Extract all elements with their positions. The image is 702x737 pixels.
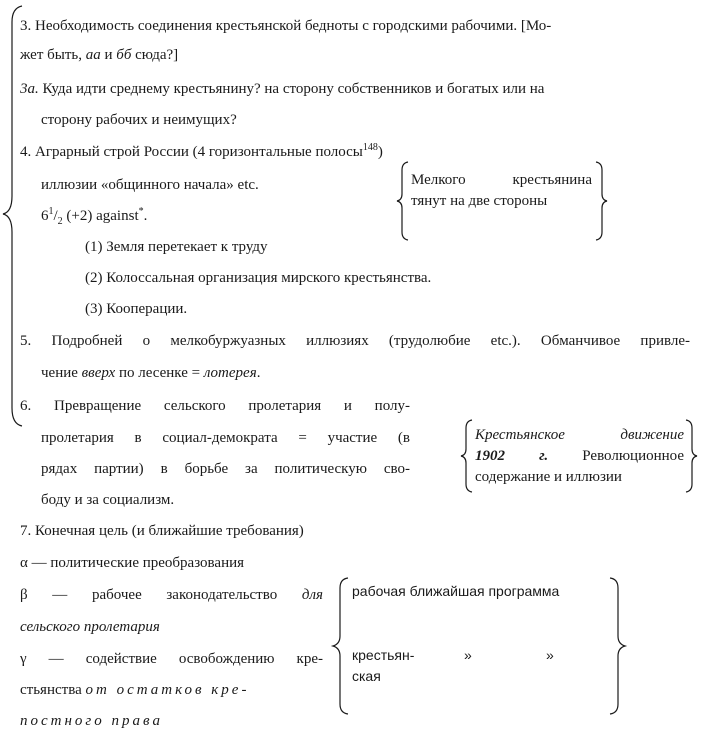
note1-right-brace [594,160,608,242]
item7-gamma-line1: γ — содействие освобождению кре- [20,651,323,667]
program-line2: крестьян- [352,647,415,663]
item7-line1: 7. Конечная цель (и ближайшие требования) [20,523,304,539]
item3-line1: 3. Необходимость соединения крестьянской бедноты с городскими рабочими. [Мо- [20,18,552,34]
item6-line2: пролетария в социал-демократа = участие (в [41,430,410,446]
item4-sub3: (3) Кооперации. [85,301,188,317]
item3-line2: жет быть, аа и бб сюда?] [20,47,179,63]
item7-alpha: α — политические преобразования [20,555,245,571]
item5-line2: чение вверх по лесенке = лотерея. [41,365,261,381]
footnote-148: 148 [362,142,378,153]
program-line1: рабочая ближайшая программа [352,583,560,599]
note2-line1: Крестьянское движение [475,427,684,443]
note2-line3: содержание и иллюзии [475,469,622,485]
item4-sub2: (2) Колоссальная организация мирского крестьянства. [85,270,432,286]
ditto-mark-2: » [546,647,554,663]
item4-line1: 4. Аграрный строй России (4 горизонтальные полосы$^{148}$) [20,142,383,160]
note1-line2: тянут на две стороны [411,193,548,209]
item7-gamma-line2: стьянства от остатков кре- [20,682,250,698]
ditto-mark-1: » [464,647,472,663]
note2-line2: 1902 г. Революционное [475,448,684,464]
note2-left-brace [460,418,474,494]
item4-line3: $6^1/_2$ (+2) against*. [41,206,148,227]
program-line3: ская [352,668,381,684]
program-left-brace [332,576,350,716]
note1-left-brace [396,160,410,242]
note2-right-brace [684,418,698,494]
item7-gamma-line3: постного права [20,713,163,729]
item4-sub1: (1) Земля перетекает к труду [85,239,268,255]
item7-beta-line2: сельского пролетария [20,619,160,635]
item4-line2: иллюзии «общинного начала» etc. [41,177,259,193]
item6-line3: рядах партии) в борьбе за политическую сво- [41,461,410,477]
item5-line1: 5. Подробней о мелкобуржуазных иллюзиях (трудолюбие etc.). Обманчивое привле- [20,333,690,349]
item3a-line1: 3а. Куда идти среднему крестьянину? на сторону собственников и богатых или на [20,81,545,97]
item6-line4: боду и за социализм. [41,492,175,508]
note1-line1: Мелкого крестьянина [411,172,592,188]
left-large-brace [0,0,30,440]
item3a-line2: сторону рабочих и неимущих? [41,112,237,128]
program-right-brace [608,576,626,716]
item7-beta-line1: β — рабочее законодательство для [20,587,323,603]
item6-line1: 6. Превращение сельского пролетария и полу- [20,398,410,414]
